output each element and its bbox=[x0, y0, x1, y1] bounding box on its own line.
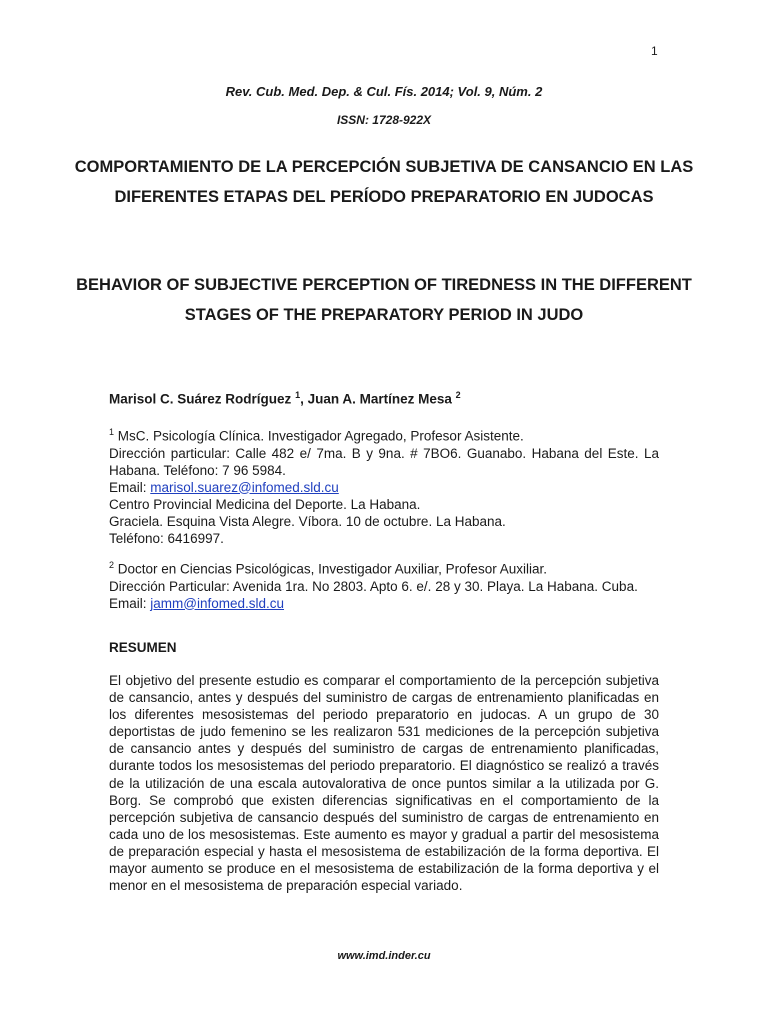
affiliation-email-line bbox=[109, 479, 659, 496]
affiliation-center-phone: Teléfono: 6416997. bbox=[109, 530, 224, 546]
author-separator: , bbox=[300, 391, 308, 407]
email-label: Email: bbox=[109, 595, 151, 611]
email-label: Email: bbox=[109, 479, 151, 495]
title-english: BEHAVIOR OF SUBJECTIVE PERCEPTION OF TIREDNESS IN THE DIFFERENT STAGES OF THE PREPARATORY PERIOD IN JUDO bbox=[76, 276, 692, 324]
email-link[interactable]: marisol.suarez@infomed.sld.cu bbox=[150, 479, 339, 495]
affiliation-center-address: Graciela. Esquina Vista Alegre. Víbora. 10 de octubre. La Habana. bbox=[109, 513, 506, 529]
title-spanish: COMPORTAMIENTO DE LA PERCEPCIÓN SUBJETIVA DE CANSANCIO EN LAS DIFERENTES ETAPAS DEL PERÍODO PREPARATORIO EN JUDOCAS bbox=[74, 158, 694, 206]
journal-citation: Rev. Cub. Med. Dep. & Cul. Fís. 2014; Vol. 9, Núm. 2 bbox=[225, 84, 543, 99]
author-list bbox=[109, 390, 461, 407]
affiliation-marker: 1 bbox=[109, 427, 115, 437]
issn-line: ISSN: 1728-922X bbox=[336, 113, 432, 127]
author-name: Juan A. Martínez Mesa bbox=[307, 391, 452, 407]
section-heading-resumen: RESUMEN bbox=[109, 640, 177, 655]
affiliation-2 bbox=[109, 557, 659, 612]
affiliation-center: Centro Provincial Medicina del Deporte. La Habana. bbox=[109, 496, 421, 512]
affiliation-role: $^1$ MsC. Psicología Clínica. Investigador Agregado, Profesor Asistente. bbox=[109, 427, 524, 444]
affiliation-address: Dirección Particular: Avenida 1ra. No 2803. Apto 6. e/. 28 y 30. Playa. La Habana. Cuba. bbox=[109, 578, 638, 594]
abstract-text: El objetivo del presente estudio es comparar el comportamiento de la percepción subjetiva de cansancio, antes y después del suministro de cargas de entrenamiento planificadas en los diferentes mesosistemas del periodo preparatorio en judocas. A un grupo de 30 deportistas de judo femenino se les realizaron 531 mediciones de la percepción subjetiva de cansancio antes y después del suministro de cargas de entrenamiento planificadas, durante todos los mesosistemas del periodo preparatorio. El diagnóstico se realizó a través de la utilización de una escala autovalorativa de once puntos similar a la utilizada por G. Borg. Se comprobó que existen diferencias significativas en el comportamiento de la percepción subjetiva de cansancio después del suministro de cargas de entrenamiento en cada uno de los mesosistemas. Este aumento es mayor y gradual a partir del mesosistema de preparación especial y hasta el mesosistema de estabilización de la forma deportiva. El mayor aumento se produce en el mesosistema de estabilización de la forma deportiva y el menor en el mesosistema de preparación especial variado. bbox=[109, 673, 659, 894]
affiliation-role: $^2$ Doctor en Ciencias Psicológicas, Investigador Auxiliar, Profesor Auxiliar. bbox=[109, 560, 547, 577]
affiliation-marker: 2 bbox=[109, 560, 115, 570]
affiliation-email-line bbox=[109, 595, 659, 612]
page-number: 1 bbox=[651, 44, 658, 58]
author-affiliation-marker: 1 bbox=[295, 390, 301, 400]
author-affiliation-marker: 2 bbox=[455, 390, 461, 400]
affiliation-address: Dirección particular: Calle 482 e/ 7ma. B y 9na. # 7BO6. Guanabo. Habana del Este. La Habana. Teléfono: 7 96 5984. bbox=[109, 445, 659, 478]
affiliation-1 bbox=[109, 424, 659, 547]
footer-url: www.imd.inder.cu bbox=[337, 950, 431, 962]
author-name: Marisol C. Suárez Rodríguez bbox=[109, 391, 292, 407]
email-link[interactable]: jamm@infomed.sld.cu bbox=[150, 595, 285, 611]
